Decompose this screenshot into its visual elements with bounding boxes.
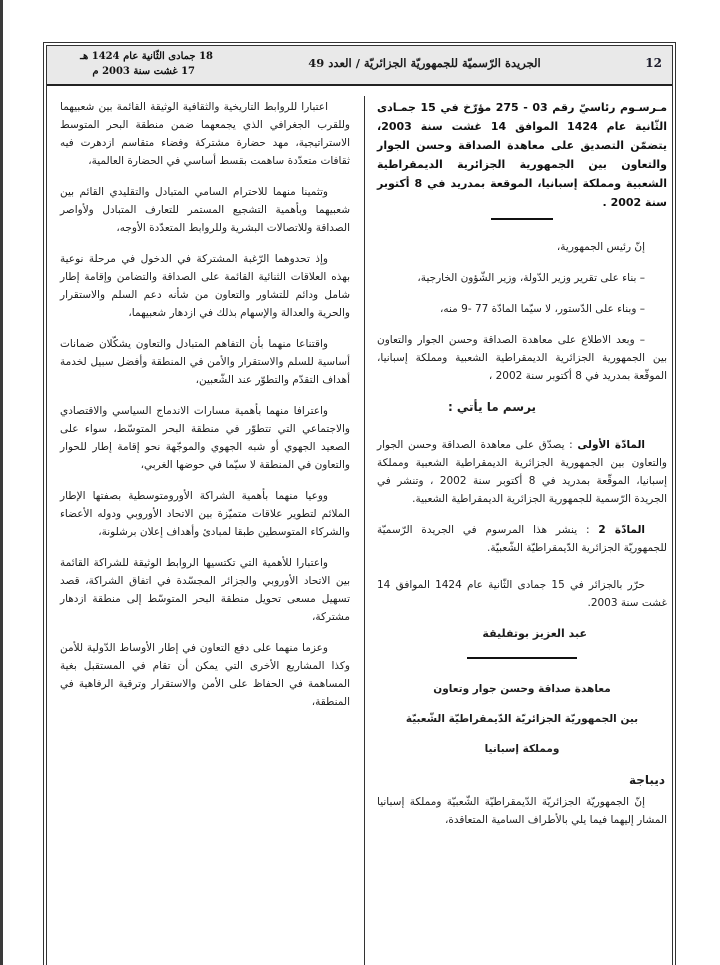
preamble-paragraph: واعترافا منهما بأهمية مسارات الاندماج السياسي والاقتصادي والاجتماعي التي تتطوّر في منطقة البحر المتوسّط، سواء على الصعيد الجهوي أو شبه الجهوي والموجّهة نحو إقامة إطار للحوار والتعاون في المنطقة لا سيّما في حوضها الغربي، bbox=[60, 405, 350, 471]
done-at: حرّر بالجزائر في 15 جمادى الثّانية عام 1424 الموافق 14 غشت سنة 2003. bbox=[377, 579, 667, 609]
article-1 bbox=[377, 436, 667, 508]
date-hijri: 18 جمادى الثّانية عام 1424 هـ bbox=[80, 51, 213, 62]
article-2-label: المادّة 2 bbox=[598, 524, 645, 536]
signature: عبد العزيز بوتفليقة bbox=[482, 627, 587, 640]
decree-title: مـرسـوم رئاسيّ رقم 03 - 275 مؤرّخ في 15 جمـادى الثّانية عام 1424 الموافق 14 غشت سنة 2003، يتضمّن التصديق على معاهدة الصداقة وحسن الجوار والتعاون بين الجمهورية الجزائرية الديمقراطية الشعبية ومملكة إسبانيا، الموقعة بمدريد في 8 أكتوبر سنة 2002 . bbox=[377, 101, 668, 209]
preamble-paragraph: ووعيا منهما بأهمية الشراكة الأورومتوسطية بصفتها الإطار الملائم لتطوير علاقات متميّزة بين الاتحاد الأوروبي ودوله الأعضاء والشركاء المتوسطين طبقا لمبادئ وأهداف إعلان برشلونة، bbox=[60, 490, 350, 538]
separator-rule-2 bbox=[467, 657, 577, 659]
page-header bbox=[47, 46, 672, 86]
date-gregorian: 17 غشت سنة 2003 م bbox=[92, 66, 195, 77]
treaty-title-line-1: معاهدة صداقة وحسن جوار وتعاون bbox=[433, 683, 611, 695]
consideration-3: – وبعد الاطلاع على معاهدة الصداقة وحسن الجوار والتعاون بين الجمهورية الجزائرية الديمقراطية الشعبية ومملكة إسبانيا، الموقّعة بمدريد في 8 أكتوبر سنة 2002 ، bbox=[377, 334, 667, 382]
column-divider bbox=[364, 96, 365, 965]
preamble-heading: ديباجة bbox=[629, 773, 665, 787]
consideration-1: – بناء على تقرير وزير الدّولة، وزير الشّؤون الخارجية، bbox=[417, 272, 645, 284]
preamble-paragraph: اعتبارا للروابط التاريخية والثقافية الوثيقة القائمة بين شعبيهما وللقرب الجغرافي الذي يجمعهما ضمن منطقة البحر المتوسط الاستراتيجية، مهد حضارة مشتركة وفضاء متقاسم ازدهرت فيه ثقافات متعدّدة ساهمت بقسط أساسي في الحضارة العالمية، bbox=[60, 101, 350, 167]
article-2-text: : ينشر هذا المرسوم في الجريدة الرّسميّة للجمهوريّة الجزائرية الدّيمقراطيّة الشّعبيّة. bbox=[377, 524, 667, 554]
decree-verb: يرسم ما يأتي : bbox=[447, 400, 537, 414]
preamble-paragraph: واعتبارا للأهمية التي تكتسيها الروابط الوثيقة للشراكة القائمة بين الاتحاد الأوروبي والجزائر المجسّدة في اتفاق الشراكة، قصد تسهيل مسعى تحويل منطقة البحر المتوسّط إلى منطقة ازدهار مشتركة، bbox=[60, 557, 350, 623]
treaty-title-line-3: ومملكة إسبانيا bbox=[484, 743, 560, 755]
preamble-paragraph: وإذ تحدوهما الرّغبة المشتركة في الدخول في مرحلة نوعية بهذه العلاقات الثنائية القائمة على الصداقة والتضامن وإقامة إطار شامل ودائم للتشاور والتعاون من شأنه دعم السلم والاستقرار والحرية والعدالة والإسهام بذلك في ازدهار شعبيهما، bbox=[60, 253, 350, 319]
preamble-paragraph: وعزما منهما على دفع التعاون في إطار الأوساط الدّولية للأمن وكذا المشاريع الأخرى التي يمكن أن تقام في المستقبل بغية المساهمة في الحفاظ على الأمن والاستقرار وترقية الرفاهية في المنطقة، bbox=[60, 642, 350, 708]
article-1-text: : يصدّق على معاهدة الصداقة وحسن الجوار والتعاون بين الجمهورية الجزائرية الديمقراطية الشعبية ومملكة إسبانيا، الموقّعة بمدريد في 8 أكتوبر سنة 2002 ، وتنشر في الجريدة الرّسمية للجمهورية الجزائرية الديمقراطية الشعبية. bbox=[377, 439, 667, 505]
journal-title: الجريدة الرّسميّة للجمهوريّة الجزائريّة / العدد 49 bbox=[308, 56, 541, 70]
treaty-title-line-2: بين الجمهوريّة الجزائريّة الدّيمقراطيّة الشّعبيّة bbox=[405, 713, 639, 725]
article-2 bbox=[377, 521, 667, 557]
document-page bbox=[43, 42, 676, 965]
decree-intro: إنّ رئيس الجمهورية، bbox=[556, 241, 645, 253]
preamble-text: إنّ الجمهوريّة الجزائريّة الدّيمقراطيّة الشّعبيّة ومملكة إسبانيا المشار إليهما فيما يلي بالأطراف السامية المتعاقدة، bbox=[377, 796, 667, 826]
right-column bbox=[377, 98, 667, 842]
viewer-edge bbox=[0, 0, 3, 965]
issue-date bbox=[53, 49, 213, 79]
consideration-2: – وبناء على الدّستور، لا سيّما المادّة 77 -9 منه، bbox=[439, 303, 645, 315]
separator-rule bbox=[491, 218, 553, 220]
preamble-paragraph: وتثمينا منهما للاحترام السامي المتبادل والتقليدي القائم بين شعبيهما وبأهمية التشجيع المستمر للتعارف المتبادل ولأواصر الصداقة وللاتصالات البشرية وللروابط المتعدّدة الأوجه، bbox=[60, 186, 350, 234]
article-1-label: المادّة الأولى bbox=[577, 439, 645, 451]
preamble-paragraph: واقتناعا منهما بأن التفاهم المتبادل والتعاون يشكّلان ضمانات أساسية للسلم والاستقرار والأمن في المنطقة وأفضل سبيل لخدمة أهداف التقدّم والتطوّر عند الشّعبين، bbox=[60, 338, 350, 386]
page-number: 12 bbox=[645, 56, 662, 70]
left-column bbox=[60, 98, 350, 724]
